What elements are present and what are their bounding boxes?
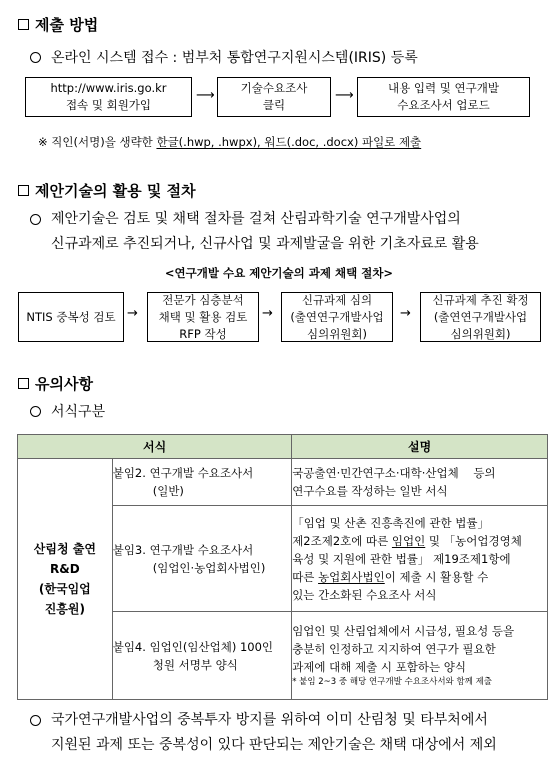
submit-flow-step-1-line2: 접속 및 회원가입 — [65, 98, 152, 112]
form-table — [17, 434, 548, 700]
usage-flow-step-2-line2: 채택 및 활용 검토 — [158, 309, 248, 324]
submit-flow-step-3-line2: 수요조사서 업로드 — [397, 98, 490, 112]
form-line: 붙임3. 연구개발 수요조사서 — [112, 542, 254, 557]
usage-caption: <연구개발 수요 제안기술의 과제 채택 절차> — [164, 266, 394, 280]
desc-line — [292, 568, 547, 586]
circle-bullet-icon — [30, 715, 41, 726]
usage-bullet — [30, 207, 479, 257]
usage-flow-step-4-line1: 신규과제 추진 확정 — [432, 292, 529, 307]
usage-bullet-line2: 신규과제로 추진되거나, 신규사업 및 과제발굴을 위한 기초자료로 활용 — [51, 236, 479, 252]
caution-bullet — [30, 401, 105, 421]
form-line: 청원 서명부 양식 — [152, 657, 238, 672]
group-label-line: 진흥원) — [44, 602, 85, 616]
table-cell-desc — [292, 459, 548, 506]
submit-bullet-text: 온라인 시스템 접수 : 범부처 통합연구지원시스템(IRIS) 등록 — [51, 50, 418, 66]
caution-bullet-text: 서식구분 — [51, 404, 106, 420]
final-line1: 국가연구개발사업의 중복투자 방지를 위하여 이미 산림청 및 타부처에서 — [51, 712, 488, 728]
table-header-desc: 설명 — [292, 435, 548, 459]
table-cell-form — [112, 612, 291, 700]
desc-text: 및 「농어업경영체 — [425, 533, 522, 548]
usage-flow-step-3-line1: 신규과제 심의 — [301, 292, 373, 307]
table-row — [18, 459, 548, 506]
group-label-line: 산림청 출연 — [33, 542, 96, 556]
section-heading-submit — [18, 14, 98, 35]
submit-note-underlined: 한글(.hwp, .hwpx), 워드(.doc, .docx) 파일로 제출 — [156, 135, 422, 149]
submit-note — [38, 134, 421, 150]
square-bullet-icon — [18, 378, 29, 389]
arrow-right-icon: → — [400, 306, 411, 321]
submit-note-prefix: ※ 직인(서명)을 생략한 — [38, 135, 157, 149]
usage-flow-step-2-line1: 전문가 심층분석 — [162, 292, 244, 307]
final-bullet — [30, 708, 497, 758]
section-title-caution: 유의사항 — [35, 375, 93, 393]
arrow-right-icon: ⟶ — [335, 88, 354, 103]
circle-bullet-icon — [30, 406, 41, 417]
submit-bullet — [30, 47, 418, 67]
usage-flow-step-3-line3: 심의위원회) — [306, 326, 368, 341]
arrow-right-icon: → — [127, 306, 138, 321]
table-cell-form — [112, 459, 291, 506]
usage-flow-step-4-line2: (출연연구개발사업 — [433, 309, 528, 324]
submit-flow-step-3-line1: 내용 입력 및 연구개발 — [388, 81, 499, 95]
table-cell-desc — [292, 506, 548, 612]
desc-line: 연구수요를 작성하는 일반 서식 — [292, 484, 448, 498]
square-bullet-icon — [18, 19, 29, 30]
usage-flow-step-3-line2: (출연연구개발사업 — [290, 309, 384, 324]
submit-flow-step-1-line1: http://www.iris.go.kr — [50, 81, 167, 95]
desc-text: 제2조제2호에 따른 — [292, 533, 392, 548]
form-line: 붙임4. 임업인(임산업체) 100인 — [112, 639, 274, 654]
desc-underlined: 농업회사법인 — [318, 569, 385, 584]
table-group-label — [18, 459, 113, 700]
group-label-line: R&D — [50, 562, 80, 576]
usage-flow-step-4-line3: 심의위원회) — [450, 326, 511, 341]
table-cell-desc — [292, 612, 548, 700]
desc-line: 육성 및 지원에 관한 법률」 제19조제1항에 — [292, 551, 511, 566]
submit-flow-step-3 — [357, 77, 530, 117]
square-bullet-icon — [18, 185, 29, 196]
desc-text: 따른 — [292, 569, 319, 584]
form-line: (임업인·농업회사법인) — [152, 560, 266, 575]
desc-line: 임업인 및 산림업체에서 시급성, 필요성 등을 — [292, 624, 515, 638]
desc-line: 「임업 및 산촌 진흥촉진에 관한 법률」 — [292, 515, 490, 530]
usage-flow-step-1 — [18, 292, 124, 342]
desc-line: 충분히 인정하고 지지하여 연구가 필요한 — [292, 642, 496, 656]
form-line: 붙임2. 연구개발 수요조사서 — [112, 466, 254, 480]
usage-flow-step-4 — [420, 292, 541, 342]
usage-bullet-line1: 제안기술은 검토 및 채택 절차를 걸쳐 산림과학기술 연구개발사업의 — [51, 211, 461, 227]
desc-line: 과제에 대해 제출 시 포함하는 양식 — [292, 660, 467, 674]
submit-flow-step-2-line1: 기술수요조사 — [240, 81, 308, 95]
arrow-right-icon: ⟶ — [196, 88, 215, 103]
desc-small-note: * 붙임 2~3 중 해당 연구개발 수요조사서와 함께 제출 — [292, 677, 493, 687]
section-title-submit: 제출 방법 — [35, 16, 99, 34]
submit-flow-step-2 — [217, 77, 331, 117]
usage-flow-step-1-line1: NTIS 중복성 검토 — [26, 309, 116, 324]
submit-flow-step-1 — [25, 77, 192, 117]
table-header-form: 서식 — [18, 435, 292, 459]
circle-bullet-icon — [30, 214, 41, 225]
usage-flow-step-3 — [281, 292, 393, 342]
section-title-usage: 제안기술의 활용 및 절차 — [35, 182, 196, 200]
desc-text: 이 제출 시 활용할 수 — [384, 569, 489, 584]
desc-line: 국공출연·민간연구소·대학·산업체 등의 — [292, 466, 496, 480]
desc-line: 있는 간소화된 수요조사 서식 — [292, 587, 437, 602]
desc-line — [292, 532, 547, 550]
group-label-line: (한국임업 — [38, 582, 91, 596]
form-line: (일반) — [152, 484, 184, 498]
table-cell-form — [112, 506, 291, 612]
circle-bullet-icon — [30, 52, 41, 63]
section-heading-usage — [18, 180, 196, 201]
submit-flow-step-2-line2: 클릭 — [262, 98, 286, 112]
table-header-row — [18, 435, 548, 459]
arrow-right-icon: → — [262, 306, 273, 321]
final-line2: 지원된 과제 또는 중복성이 있다 판단되는 제안기술은 채택 대상에서 제외 — [51, 737, 497, 753]
usage-flow-step-2 — [147, 292, 259, 342]
section-heading-caution — [18, 373, 93, 394]
usage-flow-step-2-line3: RFP 작성 — [179, 326, 227, 341]
desc-underlined: 임업인 — [391, 533, 426, 548]
